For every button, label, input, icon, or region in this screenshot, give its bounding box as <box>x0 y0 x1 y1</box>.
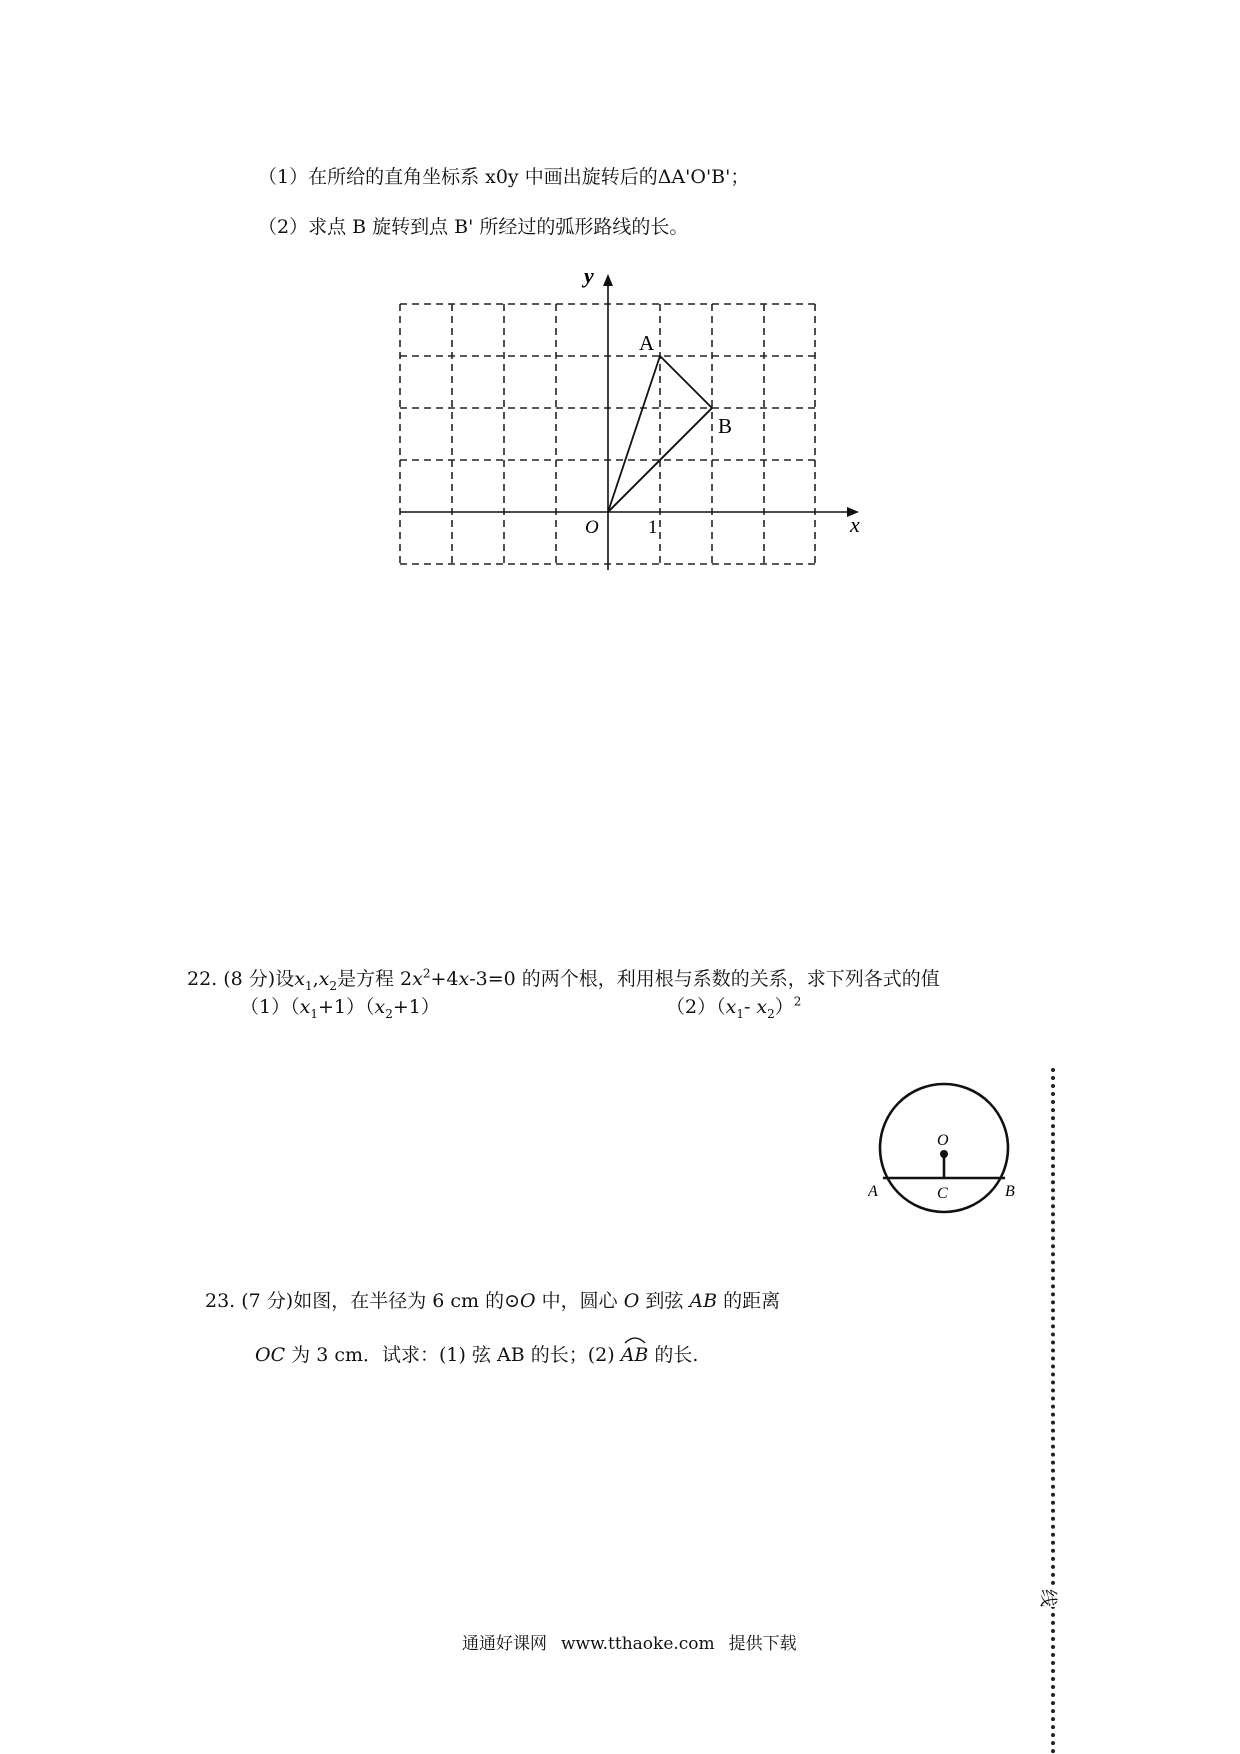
y-axis-arrow <box>603 274 613 286</box>
q21-part2: （2）求点 B 旋转到点 B' 所经过的弧形路线的长。 <box>258 216 689 238</box>
q22-number: 22. <box>187 968 218 990</box>
binding-mark: 线 <box>1036 1589 1062 1607</box>
q22-statement: 22. (8 分)设$x_1,x_2$是方程 $2x^2+4x-3=0$ 的两个根，利用根与系数的关系，求下列各式的值 <box>187 966 940 993</box>
q23-number: 23. <box>205 1290 236 1312</box>
point-label-B: B <box>718 414 733 438</box>
q23-statement-line1: 23. (7 分)如图，在半径为 6 cm 的⊙O 中，圆心 O 到弦 AB 的距离 <box>205 1290 781 1312</box>
q23-circle-figure <box>868 1070 1028 1230</box>
q22-score: (8 分) <box>223 968 276 990</box>
center-dot <box>940 1150 948 1158</box>
q23-statement-line2: OC 为 3 cm．试求：(1) 弦 AB 的长；(2) AB 的长. <box>255 1340 698 1367</box>
q23-score: (7 分) <box>241 1290 294 1312</box>
unit-label: 1 <box>648 517 658 538</box>
q22-part1: $(1)(x_1+1)(x_2+1)$ <box>240 996 440 1021</box>
footer-site-name: 通通好课网 <box>462 1634 547 1654</box>
point-label-A: A <box>639 331 655 355</box>
footer-url[interactable]: www.tthaoke.com <box>561 1634 715 1654</box>
label-C: C <box>937 1185 948 1202</box>
q21-part1: （1）在所给的直角坐标系 x0y 中画出旋转后的ΔA'O'B'； <box>258 166 750 188</box>
q21-coordinate-figure <box>385 262 865 582</box>
footer <box>462 1629 797 1654</box>
circle-symbol: ⊙ <box>504 1290 521 1312</box>
origin-label: O <box>585 517 599 538</box>
q22-part2: $(2)(x_1-$ $x_2)^2$ <box>666 994 802 1021</box>
axis-label-y: y <box>584 263 594 288</box>
arc-AB: AB <box>621 1340 649 1366</box>
binding-dotted-line <box>1051 1068 1055 1754</box>
label-B: B <box>1005 1183 1015 1200</box>
label-A: A <box>868 1183 878 1200</box>
axis-label-x: x <box>850 512 860 537</box>
footer-suffix: 提供下载 <box>728 1634 797 1654</box>
label-O: O <box>937 1132 949 1149</box>
